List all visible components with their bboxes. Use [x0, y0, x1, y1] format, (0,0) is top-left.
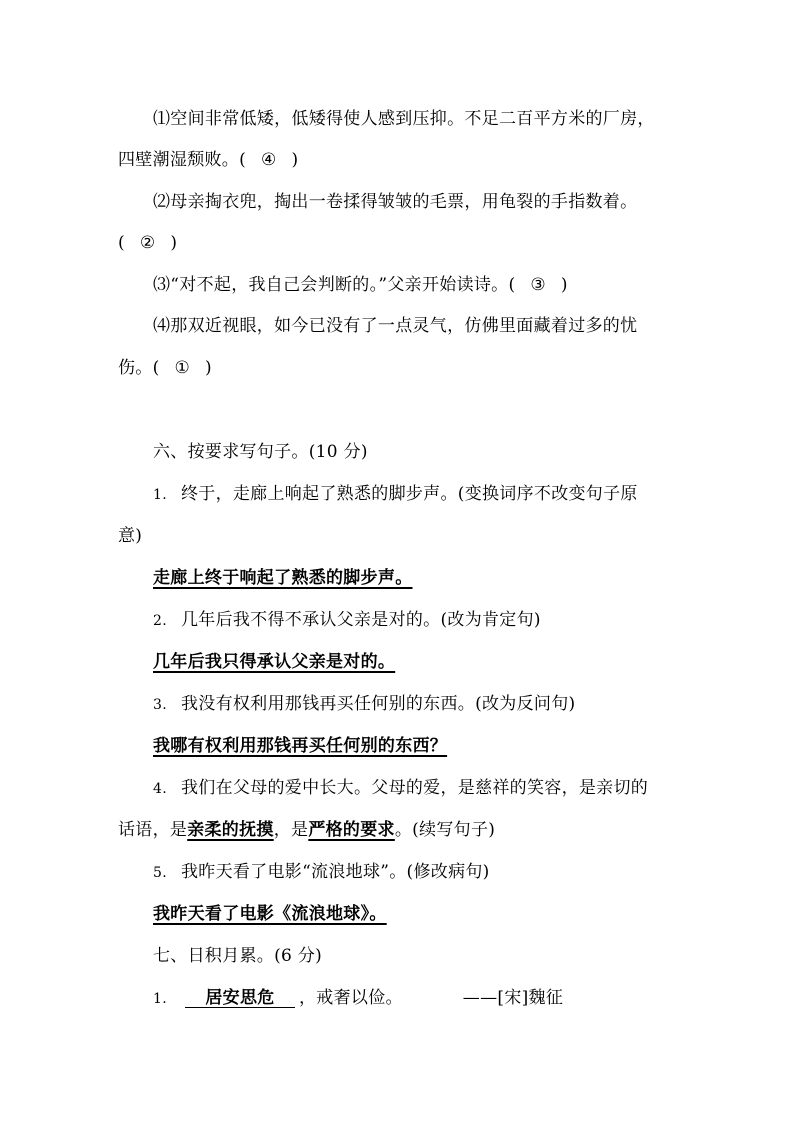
item1-prefix: 四壁潮湿颓败。(	[118, 150, 247, 170]
q6-4-num: 4.	[153, 781, 167, 797]
q7-1-blank: 居安思危	[185, 989, 295, 1008]
q6-2-answer-text: 几年后我只得承认父亲是对的。	[153, 652, 396, 672]
q6-4-answer1: 亲柔的抚摸	[187, 820, 274, 840]
q6-3-num: 3.	[153, 697, 167, 713]
item1-close: )	[291, 150, 299, 170]
q6-5-answer-text: 我昨天看了电影《流浪地球》。	[153, 904, 387, 924]
item2-line2	[118, 232, 678, 254]
q6-3-text: 我没有权利用那钱再买任何别的东西。(改为反问句)	[180, 694, 576, 714]
q7-1-source: ——[宋]魏征	[462, 988, 564, 1008]
q6-1-text: 终于，走廊上响起了熟悉的脚步声。(变换词序不改变句子原	[180, 484, 638, 504]
section7-heading: 七、日积月累。(6 分)	[153, 946, 323, 966]
q6-2-text: 几年后我不得不承认父亲是对的。(改为肯定句)	[180, 610, 541, 630]
q6-3	[153, 693, 713, 716]
q6-1-text2: 意)	[118, 526, 143, 546]
q6-4-text2-a: 话语，是	[118, 820, 188, 840]
q6-5-text: 我昨天看了电影“流浪地球”。(修改病句)	[180, 862, 490, 882]
q6-1-num: 1.	[153, 487, 167, 503]
q6-2	[153, 609, 713, 632]
item3-line	[153, 274, 713, 296]
q6-2-answer	[153, 651, 713, 673]
q6-3-answer	[153, 735, 713, 757]
q6-4-text: 我们在父母的爱中长大。父母的爱，是慈祥的笑容，是亲切的	[180, 778, 649, 798]
q6-4-text2-c: 。(续写句子)	[394, 820, 496, 840]
q6-4	[153, 777, 713, 800]
q6-2-num: 2.	[153, 613, 167, 629]
q6-1-answer	[153, 567, 713, 589]
q6-4-text2-b: ，是	[273, 820, 309, 840]
item4-line1: ⑷那双近视眼，如今已没有了一点灵气，仿佛里面藏着过多的忧	[153, 316, 638, 336]
section6-heading: 六、按要求写句子。(10 分)	[153, 442, 368, 462]
q6-1-answer-text: 走廊上终于响起了熟悉的脚步声。	[153, 568, 413, 588]
item1-line2	[118, 149, 678, 171]
q7-1-text: ，戒奢以俭。	[298, 988, 403, 1008]
item3-close: )	[560, 275, 568, 295]
item2-open: (	[118, 233, 125, 253]
item1-answer: ④	[260, 150, 277, 170]
item2-answer: ②	[139, 233, 156, 253]
item4-prefix: 伤。(	[118, 358, 160, 378]
item4-line2	[118, 357, 678, 379]
q6-1	[153, 483, 713, 506]
q6-4-line2	[118, 819, 678, 841]
item4-answer: ①	[174, 358, 191, 378]
item3-answer: ③	[530, 275, 546, 295]
q6-5-num: 5.	[153, 865, 167, 881]
q6-3-answer-text: 我哪有权利用那钱再买任何别的东西？	[153, 736, 448, 756]
item3-text: ⑶“对不起，我自己会判断的。”父亲开始读诗。(	[153, 275, 516, 295]
q7-1-num: 1.	[153, 991, 167, 1007]
q7-1	[153, 987, 713, 1010]
item4-close: )	[204, 358, 212, 378]
item1-line1: ⑴空间非常低矮，低矮得使人感到压抑。不足二百平方米的厂房，	[153, 109, 655, 129]
q6-5-answer	[153, 903, 713, 925]
q6-5	[153, 861, 713, 884]
q6-4-answer2: 严格的要求	[308, 820, 395, 840]
item2-close: )	[170, 233, 178, 253]
item2-line1: ⑵母亲掏衣兜，掏出一卷揉得皱皱的毛票，用龟裂的手指数着。	[153, 192, 638, 212]
